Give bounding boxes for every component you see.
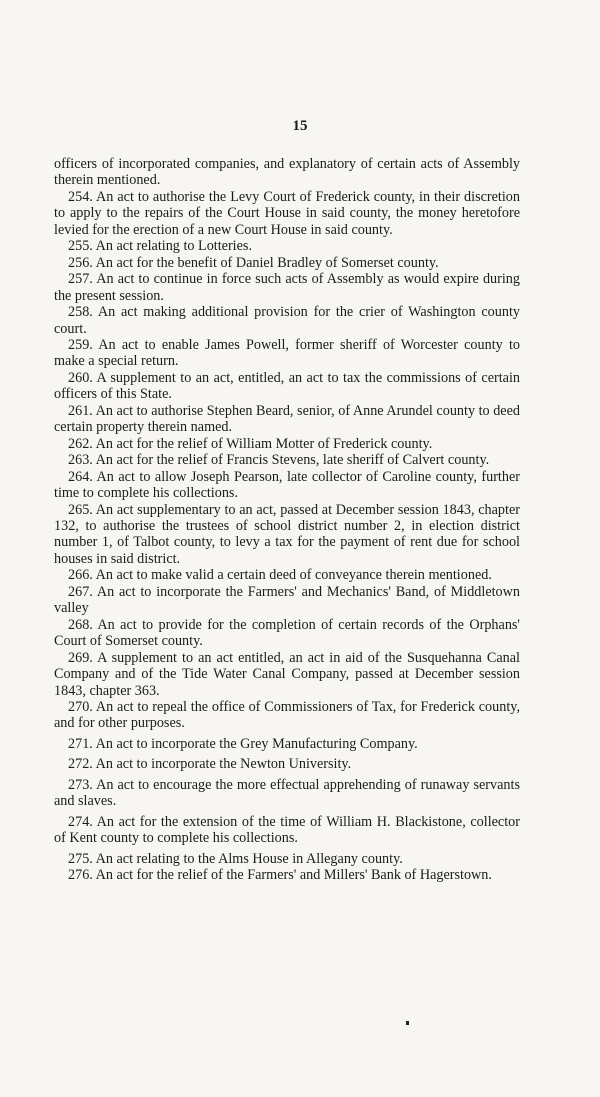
act-entry: 269. A supplement to an act entitled, an act in aid of the Susquehanna Canal Company and of the Tide Water Canal Company, passed at December session 1843, chapter 363. <box>54 649 520 699</box>
act-entry: 255. An act relating to Lotteries. <box>68 238 252 255</box>
ink-speck <box>406 1021 409 1025</box>
continuation-paragraph: officers of incorporated companies, and explanatory of certain acts of Assembly therein mentioned. <box>54 156 520 189</box>
act-entry: 261. An act to authorise Stephen Beard, senior, of Anne Arundel county to deed certain property therein named. <box>54 402 520 436</box>
act-entry: 267. An act to incorporate the Farmers' and Mechanics' Band, of Middletown valley <box>54 583 520 617</box>
act-entry: 271. An act to incorporate the Grey Manufacturing Company. <box>68 735 418 752</box>
act-entry: 273. An act to encourage the more effectual apprehending of runaway servants and slaves. <box>54 776 520 810</box>
act-entry: 259. An act to enable James Powell, former sheriff of Worcester county to make a special return. <box>54 336 520 370</box>
act-entry: 263. An act for the relief of Francis Stevens, late sheriff of Calvert county. <box>68 452 490 469</box>
act-entry: 256. An act for the benefit of Daniel Bradley of Somerset county. <box>68 254 439 271</box>
act-entry: 257. An act to continue in force such acts of Assembly as would expire during the present session. <box>54 271 520 304</box>
act-entry: 275. An act relating to the Alms House in Allegany county. <box>68 850 403 867</box>
act-entry: 262. An act for the relief of William Motter of Frederick county. <box>68 435 433 452</box>
act-entry: 264. An act to allow Joseph Pearson, late collector of Caroline county, further time to complete his collections. <box>54 468 520 502</box>
act-entry: 258. An act making additional provision for the crier of Washington county court. <box>54 304 520 337</box>
act-entry: 272. An act to incorporate the Newton University. <box>68 756 352 773</box>
acts-list <box>54 156 520 883</box>
act-entry: 265. An act supplementary to an act, passed at December session 1843, chapter 132, to authorise the trustees of school district number 2, in election district number 1, of Talbot county, to levy a tax for the payment of rent due for school houses in said district. <box>54 501 520 567</box>
page-number: 15 <box>292 118 308 134</box>
act-entry: 266. An act to make valid a certain deed of conveyance therein mentioned. <box>68 567 492 584</box>
act-entry: 268. An act to provide for the completion of certain records of the Orphans' Court of Somerset county. <box>54 616 520 650</box>
act-entry: 254. An act to authorise the Levy Court of Frederick county, in their discretion to apply to the repairs of the Court House in said county, the money heretofore levied for the erection of a new Court House in said county. <box>54 188 520 238</box>
act-entry: 260. A supplement to an act, entitled, an act to tax the commissions of certain officers of this State. <box>54 369 520 403</box>
act-entry: 270. An act to repeal the office of Commissioners of Tax, for Frederick county, and for other purposes. <box>54 698 520 732</box>
act-entry: 274. An act for the extension of the time of William H. Blackistone, collector of Kent county to complete his collections. <box>54 813 520 847</box>
act-entry: 276. An act for the relief of the Farmers' and Millers' Bank of Hagerstown. <box>68 867 492 884</box>
